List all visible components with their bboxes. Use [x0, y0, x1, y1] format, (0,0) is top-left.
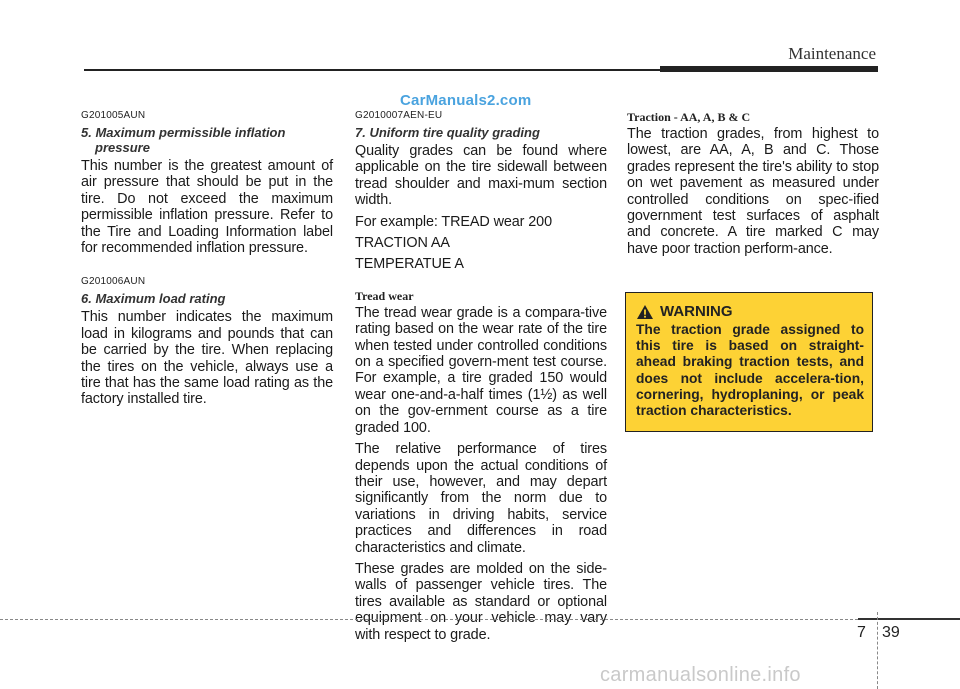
- body-max-load: This number indicates the maximum load in kilograms and pounds that can be carried by the tire. When replacing the tires on the vehicle, always use a tire that has the same load rating as the factory installed tire.: [81, 309, 333, 408]
- doc-code: G2010007AEN-EU: [355, 110, 443, 121]
- watermark-bottom: carmanualsonline.info: [600, 664, 801, 686]
- example-line: For example: TREAD wear 200: [355, 213, 552, 230]
- body-tread-wear-1: The tread wear grade is a compara-tive rating based on the wear rate of the tire when tested under controlled conditions on a specified govern-ment test course. For example, a tire graded 150 would wear one-and-a-half times (1½) as well on the gov-ernment course as a tire graded 100.: [355, 304, 607, 436]
- warning-triangle-icon: [636, 304, 654, 320]
- spacer: [355, 273, 607, 289]
- spacer: [81, 256, 333, 276]
- chapter-number: 7: [857, 624, 866, 641]
- doc-code: G201006AUN: [81, 276, 146, 288]
- column-3: [627, 110, 879, 257]
- column-1: [81, 110, 333, 408]
- heading-tread-wear: Tread wear: [355, 288, 414, 303]
- column-2: [355, 110, 607, 643]
- warning-label: WARNING: [660, 303, 733, 320]
- watermark-top: CarManuals2.com: [400, 92, 532, 109]
- body-utqg-intro: Quality grades can be found where applicable on the tire sidewall between tread shoulder and maxi-mum section width.: [355, 143, 607, 209]
- body-tread-wear-3: These grades are molded on the side-walls of passenger vehicle tires. The tires available as standard or optional equipment on your vehicle may vary with respect to grade.: [355, 560, 607, 643]
- footer-divider-solid: [858, 618, 960, 620]
- heading-utqg: 7. Uniform tire quality grading: [355, 125, 540, 140]
- doc-code: G201005AUN: [81, 110, 146, 121]
- temperature-line: TEMPERATUE A: [355, 256, 464, 273]
- heading-traction: Traction - AA, A, B & C: [627, 110, 751, 124]
- page-number: 39: [882, 624, 900, 641]
- body-tread-wear-2: The relative performance of tires depends upon the actual conditions of their use, however, and may depart significantly from the norm due to variations in driving habits, service practices and differences in road characteristics and climate.: [355, 441, 607, 556]
- body-traction: The traction grades, from highest to lowest, are AA, A, B and C. Those grades represent the tire's ability to stop on wet pavement as measured under controlled conditions on spec-ified government test surfaces of asphalt and concrete. A tire marked C may have poor traction perform-ance.: [627, 126, 879, 257]
- heading-max-inflation: 5. Maximum permissible inflation pressure: [81, 125, 286, 155]
- header-rule-thin: [84, 69, 704, 71]
- warning-text: The traction grade assigned to this tire is based on straight-ahead braking traction tests, and does not include accelera-tion, cornering, hydroplaning, or peak traction characteristics.: [636, 322, 864, 419]
- body-max-inflation: This number is the greatest amount of air pressure that should be put in the tire. Do not exceed the maximum permissible inflation pressure. Refer to the Tire and Loading Information label for recommended inflation pressure.: [81, 158, 333, 257]
- warning-box: [625, 292, 873, 432]
- traction-line: TRACTION AA: [355, 235, 450, 252]
- header-rule-thick: [660, 66, 878, 72]
- heading-max-load: 6. Maximum load rating: [81, 291, 226, 307]
- warning-title: [636, 303, 864, 320]
- footer-vertical-divider: [877, 612, 878, 689]
- footer-divider: [0, 619, 858, 620]
- section-title: Maintenance: [788, 44, 876, 63]
